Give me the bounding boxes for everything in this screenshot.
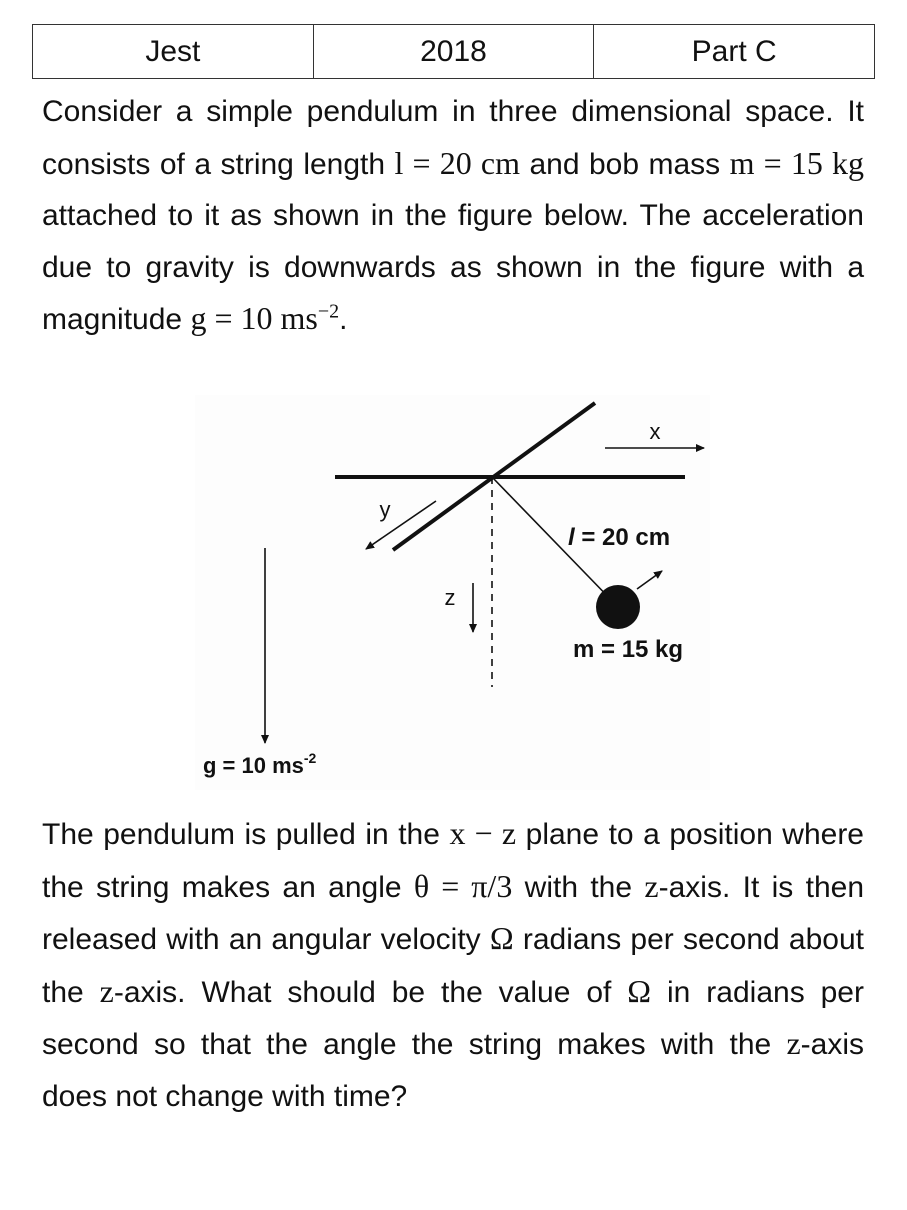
header-cell-part: Part C: [594, 25, 875, 79]
bob-mass-math: m = 15 kg: [729, 144, 865, 181]
z-axis-math: z: [99, 972, 114, 1009]
gravity-math-exponent: −2: [317, 300, 340, 323]
question-body-paragraph: [42, 808, 864, 1122]
z-axis-math: z: [786, 1025, 801, 1061]
pendulum-bob: [596, 585, 640, 629]
header-cell-year: 2018: [313, 25, 594, 79]
question-intro-paragraph: [42, 86, 864, 346]
bob-mass-label: m = 15 kg: [573, 636, 684, 663]
gravity-label: [203, 750, 317, 778]
intro-text: Consider a simple pendulum in three dimensional space. It consists of a string length: [42, 95, 864, 181]
body-text: -axis. It is then released with an angular velocity: [42, 870, 865, 956]
body-text: in radians per second so that the angle the string makes with the: [42, 975, 864, 1061]
body-text: The pendulum is pulled in the: [42, 818, 450, 851]
body-text: -axis. What should be the value of: [113, 975, 628, 1009]
length-label-value: = 20 cm: [574, 524, 671, 551]
body-text: radians per second about the: [42, 923, 864, 1009]
gravity-math-base: g = 10 ms: [190, 300, 318, 336]
intro-text: and bob mass: [519, 147, 730, 181]
string-length-label: [568, 524, 670, 551]
body-text: with the: [512, 870, 645, 904]
length-label-symbol: l: [568, 524, 575, 551]
intro-text: .: [339, 303, 348, 336]
gravity-math: [190, 300, 339, 336]
header-row: [33, 25, 875, 79]
body-text: -axis does not change with time?: [42, 1028, 864, 1113]
string-length-math: l = 20 cm: [394, 144, 520, 181]
xz-plane-math: x − z: [449, 815, 517, 851]
gravity-label-base: g = 10 ms: [203, 753, 304, 778]
pendulum-figure: [195, 395, 710, 790]
header-table: [32, 24, 875, 79]
y-axis-label: y: [379, 497, 391, 522]
body-text: plane to a position where the string makes an angle: [42, 818, 864, 904]
gravity-label-exponent: -2: [303, 750, 317, 766]
x-axis-label: x: [649, 419, 661, 444]
header-cell-exam: Jest: [33, 25, 314, 79]
angle-math: θ = π/3: [413, 867, 513, 904]
z-axis-label: z: [444, 585, 456, 610]
z-axis-math: z: [644, 867, 659, 904]
intro-text: attached to it as shown in the figure below. The acceleration due to gravity is downwards as shown in the figure with a magnitude: [42, 199, 864, 336]
omega-math: Ω: [627, 972, 652, 1009]
omega-math: Ω: [489, 920, 514, 956]
